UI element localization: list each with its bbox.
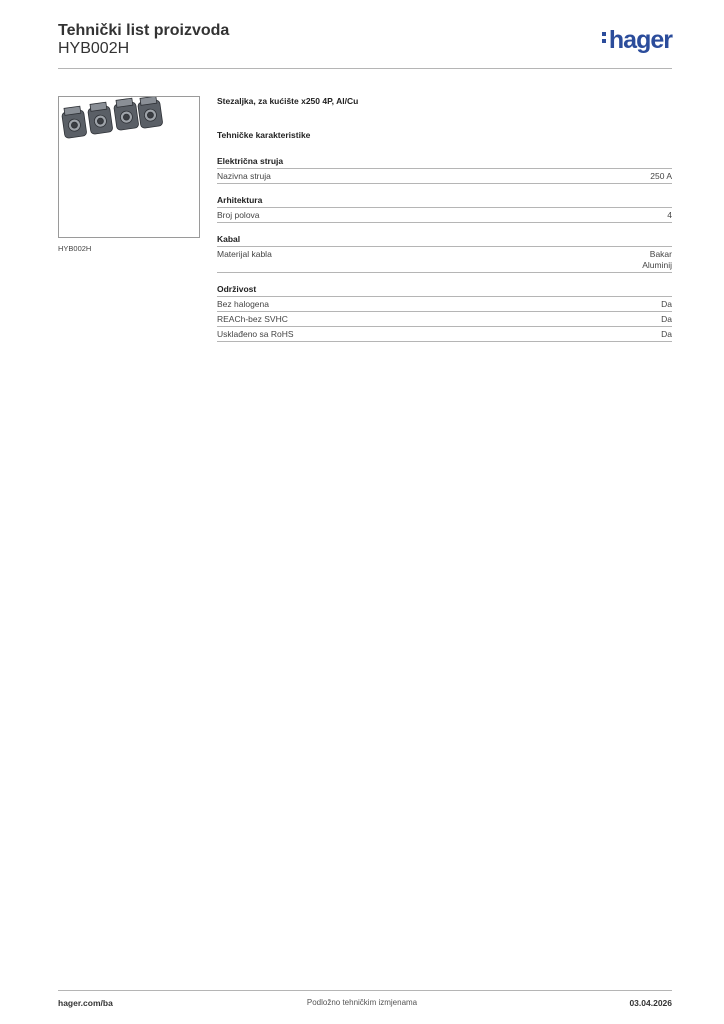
terminal-clamps-image (59, 97, 199, 237)
logo-colon-icon (602, 29, 607, 46)
footer-date: 03.04.2026 (629, 998, 672, 1008)
footer-website-link[interactable]: hager.com/ba (58, 998, 113, 1008)
spec-row (217, 327, 672, 342)
spec-row (217, 297, 672, 312)
spec-value: Bakar (649, 249, 672, 259)
spec-value: Da (661, 314, 672, 324)
document-title: Tehnički list proizvoda (58, 22, 230, 39)
spec-label: Usklađeno sa RoHS (217, 329, 294, 339)
spec-row (217, 312, 672, 327)
section-title: Kabal (217, 234, 672, 247)
product-code: HYB002H (58, 40, 130, 57)
spec-value: Da (661, 299, 672, 309)
section-cable (217, 234, 672, 273)
header-divider (58, 68, 672, 69)
image-caption: HYB002H (58, 244, 92, 253)
section-architecture (217, 195, 672, 223)
spec-row (217, 169, 672, 184)
section-sustainability (217, 284, 672, 342)
tech-characteristics-title: Tehničke karakteristike (217, 130, 311, 140)
product-description: Stezaljka, za kućište x250 4P, Al/Cu (217, 96, 359, 106)
spec-row (217, 208, 672, 223)
spec-value: 250 A (650, 171, 672, 181)
spec-label: REACh-bez SVHC (217, 314, 288, 324)
spec-label: Bez halogena (217, 299, 269, 309)
spec-label: Broj polova (217, 210, 260, 220)
footer-divider (58, 990, 672, 991)
page-header (58, 20, 672, 70)
hager-logo (602, 28, 672, 53)
section-title: Održivost (217, 284, 672, 297)
spec-value-group (642, 249, 672, 270)
spec-row (217, 247, 672, 273)
spec-label: Materijal kabla (217, 249, 272, 259)
spec-value: Da (661, 329, 672, 339)
footer-disclaimer: Podložno tehničkim izmjenama (306, 998, 418, 1007)
section-title: Električna struja (217, 156, 672, 169)
spec-label: Nazivna struja (217, 171, 271, 181)
product-image (58, 96, 200, 238)
section-title: Arhitektura (217, 195, 672, 208)
spec-value-secondary: Aluminij (642, 259, 672, 270)
logo-text: hager (608, 26, 672, 54)
spec-value: 4 (667, 210, 672, 220)
section-electric-current (217, 156, 672, 184)
